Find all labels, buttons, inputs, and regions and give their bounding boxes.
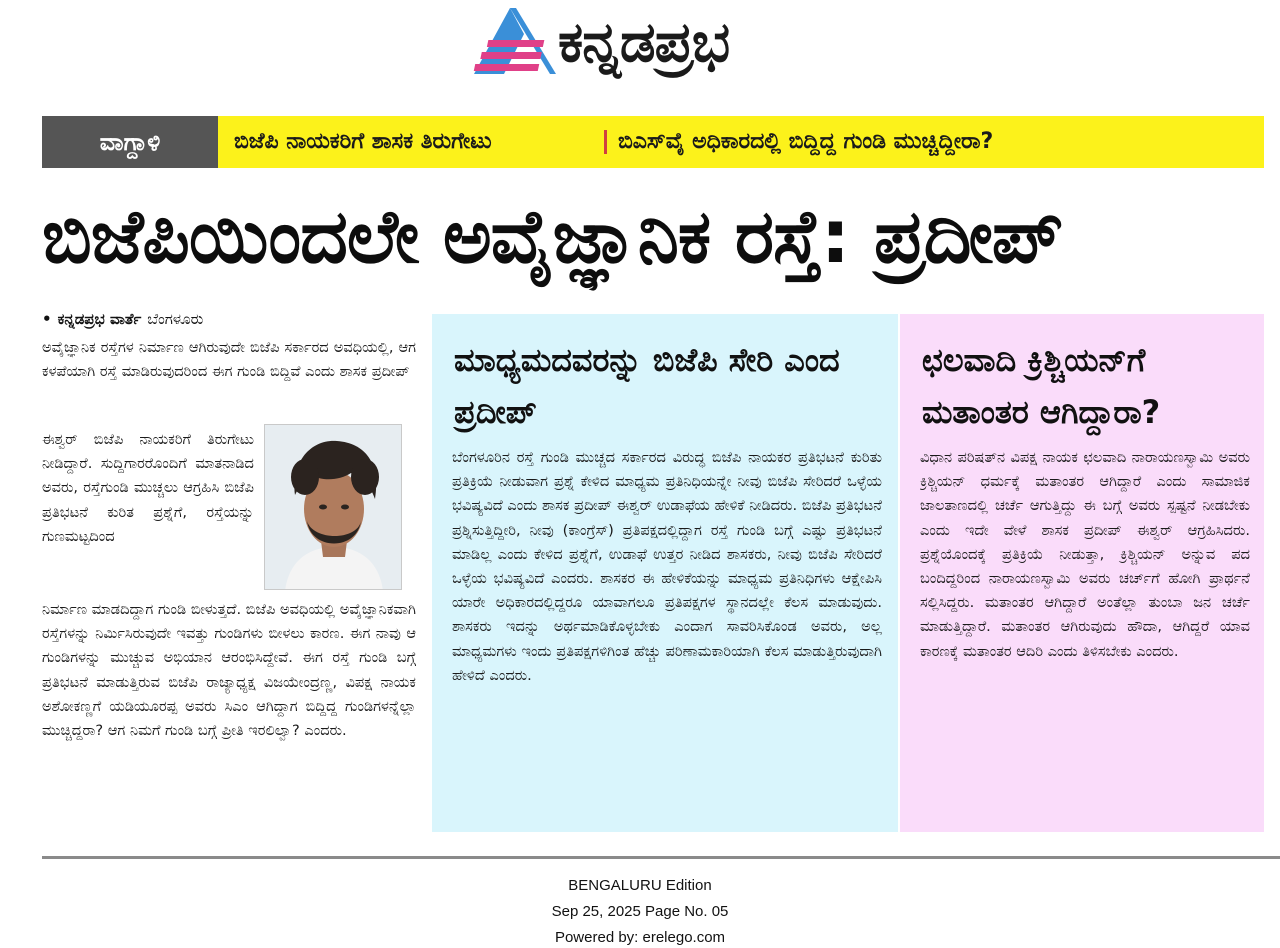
middle-article-panel bbox=[432, 314, 898, 832]
kicker-band bbox=[42, 116, 1264, 168]
portrait-photo bbox=[264, 424, 402, 590]
right-article-body: ವಿಧಾನ ಪರಿಷತ್‌ನ ವಿಪಕ್ಷ ನಾಯಕ ಛಲವಾದಿ ನಾರಾಯಣಸ್ವಾಮಿ ಅವರು ಕ್ರಿಶ್ಚಿಯನ್ ಧರ್ಮಕ್ಕೆ ಮತಾಂತರ ಆಗಿದ್ದಾರೆ ಎಂದು ಸಾಮಾಜಿಕ ಜಾಲತಾಣದಲ್ಲಿ ಚರ್ಚೆ ಆಗುತ್ತಿದ್ದು ಈ ಬಗ್ಗೆ ಅವರು ಸ್ಪಷ್ಟನೆ ನೀಡಬೇಕು ಎಂದು ಇದೇ ವೇಳೆ ಶಾಸಕ ಪ್ರದೀಪ್ ಈಶ್ವರ್ ಆಗ್ರಹಿಸಿದರು. ಪ್ರಶ್ನೆಯೊಂದಕ್ಕೆ ಪ್ರತಿಕ್ರಿಯೆ ನೀಡುತ್ತಾ, ಕ್ರಿಶ್ಚಿಯನ್ ಅನ್ನುವ ಪದ ಬಂದಿದ್ದರಿಂದ ನಾರಾಯಣಸ್ವಾಮಿ ಅವರು ಚರ್ಚ್‌ಗೆ ಹೋಗಿ ಪ್ರಾರ್ಥನೆ ಸಲ್ಲಿಸಿದ್ದರು. ಮತಾಂತರ ಆಗಿದ್ದಾರೆ ಅಂತೆಲ್ಲಾ ತುಂಬಾ ಜನ ಚರ್ಚೆ ಮಾಡುತ್ತಿದ್ದಾರೆ. ಮತಾಂತರ ಆಗಿರುವುದು ಹೌದಾ, ಆಗಿದ್ದರೆ ಯಾವ ಕಾರಣಕ್ಕೆ ಮತಾಂತರ ಆದಿರಿ ಎಂದು ತಿಳಿಸಬೇಕು ಎಂದರು. bbox=[920, 449, 1250, 660]
footer-edition: BENGALURU Edition bbox=[568, 877, 712, 894]
footer-date-page: Sep 25, 2025 Page No. 05 bbox=[551, 903, 729, 920]
left-paragraph-wrap: ಈಶ್ವರ್ ಬಿಜೆಪಿ ನಾಯಕರಿಗೆ ತಿರುಗೇಟು ನೀಡಿದ್ದಾರೆ. ಸುದ್ದಿಗಾರರೊಂದಿಗೆ ಮಾತನಾಡಿದ ಅವರು, ರಸ್ತೆಗುಂಡಿ ಮುಚ್ಚಲು ಆಗ್ರಹಿಸಿ ಬಿಜೆಪಿ ಪ್ರತಿಭಟನೆ ಕುರಿತ ಪ್ರಶ್ನೆಗೆ, ರಸ್ತೆಯನ್ನು ಗುಣಮಟ್ಟದಿಂದ bbox=[42, 431, 254, 545]
middle-article-title: ಮಾಧ್ಯಮದವರನ್ನು ಬಿಜೆಪಿ ಸೇರಿ ಎಂದ ಪ್ರದೀಪ್ bbox=[454, 341, 840, 431]
byline bbox=[42, 306, 416, 332]
right-article-title: ಛಲವಾದಿ ಕ್ರಿಶ್ಚಿಯನ್‌ಗೆ ಮತಾಂತರ ಆಗಿದ್ದಾರಾ? bbox=[922, 341, 1161, 431]
left-paragraph-top: ಅವೈಜ್ಞಾನಿಕ ರಸ್ತೆಗಳ ನಿರ್ಮಾಣ ಆಗಿರುವುದೇ ಬಿಜೆಪಿ ಸರ್ಕಾರದ ಅವಧಿಯಲ್ಲಿ, ಆಗ ಕಳಪೆಯಾಗಿ ರಸ್ತೆ ಮಾಡಿರುವುದರಿಂದ ಈಗ ಗುಂಡಿ ಬಿದ್ದಿವೆ ಎಂದು ಶಾಸಕ ಪ್ರದೀಪ್ bbox=[42, 339, 416, 381]
kicker-label: ವಾಗ್ದಾಳಿ bbox=[99, 128, 161, 156]
person-photo-icon bbox=[265, 425, 402, 590]
kicker-text-secondary: ಬಿಎಸ್‌ವೈ ಅಧಿಕಾರದಲ್ಲಿ ಬಿದ್ದಿದ್ದ ಗುಂಡಿ ಮುಚ್ಚಿದ್ದೀರಾ? bbox=[618, 129, 994, 154]
footer-powered-by: Powered by: erelego.com bbox=[554, 929, 726, 946]
page-headline: ಬಿಜೆಪಿಯಿಂದಲೇ ಅವೈಜ್ಞಾನಿಕ ರಸ್ತೆ: ಪ್ರದೀಪ್ bbox=[42, 194, 1063, 280]
kicker-text-primary: ಬಿಜೆಪಿ ನಾಯಕರಿಗೆ ಶಾಸಕ ತಿರುಗೇಟು bbox=[234, 129, 492, 154]
kicker-label-box bbox=[42, 116, 218, 168]
masthead bbox=[0, 0, 1280, 100]
left-paragraph-bottom: ನಿರ್ಮಾಣ ಮಾಡದಿದ್ದಾಗ ಗುಂಡಿ ಬೀಳುತ್ತದೆ. ಬಿಜೆಪಿ ಅವಧಿಯಲ್ಲಿ ಅವೈಜ್ಞಾನಿಕವಾಗಿ ರಸ್ತೆಗಳನ್ನು ನಿರ್ಮಿಸಿರುವುದೇ ಇವತ್ತು ಗುಂಡಿಗಳು ಬೀಳಲು ಕಾರಣ. ಈಗ ನಾವು ಆ ಗುಂಡಿಗಳನ್ನು ಮುಚ್ಚುವ ಅಭಿಯಾನ ಆರಂಭಿಸಿದ್ದೇವೆ. ಈಗ ರಸ್ತೆ ಗುಂಡಿ ಬಗ್ಗೆ ಪ್ರತಿಭಟನೆ ಮಾಡುತ್ತಿರುವ ಬಿಜೆಪಿ ರಾಜ್ಯಾಧ್ಯಕ್ಷ ವಿಜಯೇಂದ್ರಣ್ಣ, ವಿಪಕ್ಷ ನಾಯಕ ಅಶೋಕಣ್ಣಗೆ ಯಡಿಯೂರಪ್ಪ ಅವರು ಸಿಎಂ ಆಗಿದ್ದಾಗ ಬಿದ್ದಿದ್ದ ಗುಂಡಿಗಳನ್ನೆಲ್ಲಾ ಮುಚ್ಚಿದ್ದರಾ? ಆಗ ನಿಮಗೆ ಗುಂಡಿ ಬಗ್ಗೆ ಪ್ರೀತಿ ಇರಲಿಲ್ವಾ? ಎಂದರು. bbox=[42, 601, 416, 740]
byline-brand: ಕನ್ನಡಪ್ರಭ ವಾರ್ತೆ bbox=[57, 310, 142, 328]
byline-bullet: • bbox=[42, 310, 52, 328]
masthead-title: ಕನ್ನಡಪ್ರಭ bbox=[558, 10, 730, 75]
masthead-strip bbox=[540, 84, 1010, 98]
triangle-stripes-logo-icon bbox=[470, 4, 560, 76]
middle-article-body: ಬೆಂಗಳೂರಿನ ರಸ್ತೆ ಗುಂಡಿ ಮುಚ್ಚದ ಸರ್ಕಾರದ ವಿರುದ್ಧ ಬಿಜೆಪಿ ನಾಯಕರ ಪ್ರತಿಭಟನೆ ಕುರಿತು ಪ್ರತಿಕ್ರಿಯೆ ನೀಡುವಾಗ ಪ್ರಶ್ನೆ ಕೇಳಿದ ಮಾಧ್ಯಮ ಪ್ರತಿನಿಧಿಯನ್ನೇ ನೀವು ಬಿಜೆಪಿ ಸೇರಿದರೆ ಒಳ್ಳೆಯ ಭವಿಷ್ಯವಿದೆ ಎಂದು ಶಾಸಕ ಪ್ರದೀಪ್ ಈಶ್ವರ್ ಉಡಾಫೆಯ ಹೇಳಿಕೆ ನೀಡಿದರು. ಬಿಜೆಪಿ ಪ್ರತಿಭಟನೆ ಪ್ರಶ್ನಿಸುತ್ತಿದ್ದೀರಿ, ನೀವು (ಕಾಂಗ್ರೆಸ್) ಪ್ರತಿಪಕ್ಷದಲ್ಲಿದ್ದಾಗ ರಸ್ತೆ ಗುಂಡಿ ಬಗ್ಗೆ ಎಷ್ಟು ಪ್ರತಿಭಟನೆ ಮಾಡಿಲ್ಲ ಎಂದು ಕೇಳಿದ ಪ್ರಶ್ನೆಗೆ, ಉಡಾಫೆ ಉತ್ತರ ನೀಡಿದ ಶಾಸಕರು, ನೀವು ಬಿಜೆಪಿ ಸೇರಿದರೆ ಒಳ್ಳೆಯ ಭವಿಷ್ಯವಿದೆ ಎಂದರು. ಶಾಸಕರ ಈ ಹೇಳಿಕೆಯನ್ನು ಮಾಧ್ಯಮ ಪ್ರತಿನಿಧಿಗಳು ಆಕ್ಷೇಪಿಸಿ ಯಾರೇ ಅಧಿಕಾರದಲ್ಲಿದ್ದರೂ ಯಾವಾಗಲೂ ಪ್ರತಿಪಕ್ಷಗಳ ಸ್ಥಾನದಲ್ಲೇ ಕೆಲಸ ಮಾಡುವುದು. ಶಾಸಕರು ಇದನ್ನು ಅರ್ಥಮಾಡಿಕೊಳ್ಳಬೇಕು ಎಂದಾಗ ಸಾವರಿಸಿಕೊಂಡ ಅವರು, ಅಲ್ಲ ಮಾಧ್ಯಮಗಳು ಇಂದು ಪ್ರತಿಪಕ್ಷಗಳಿಗಿಂತ ಹೆಚ್ಚು ಪರಿಣಾಮಕಾರಿಯಾಗಿ ಕೆಲಸ ಮಾಡುತ್ತಿರುವುದಾಗಿ ಹೇಳಿದೆ ಎಂದರು. bbox=[452, 449, 882, 684]
kicker-separator bbox=[604, 130, 607, 154]
byline-city: ಬೆಂಗಳೂರು bbox=[147, 310, 204, 328]
right-article-panel bbox=[900, 314, 1264, 832]
footer-divider bbox=[42, 856, 1280, 859]
